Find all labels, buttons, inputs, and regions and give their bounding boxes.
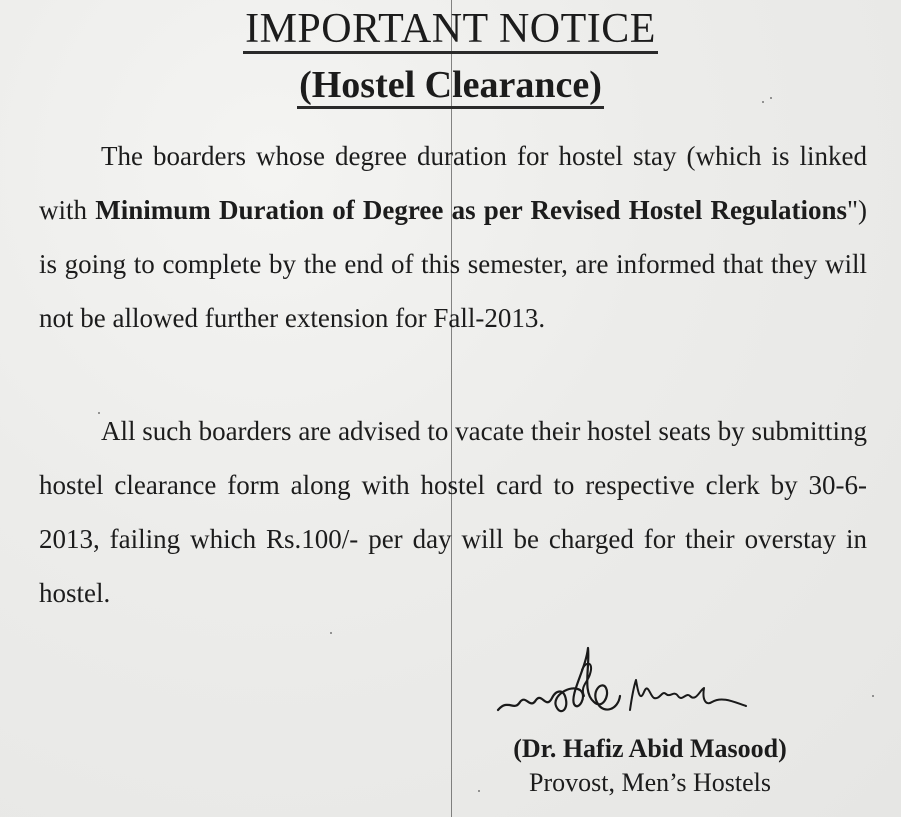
paragraph-1-text-b: ") is going to complete by the end of this semester, are informed that they will not be allowed further extension for Fall-2013. xyxy=(39,195,867,333)
notice-subtitle: (Hostel Clearance) xyxy=(0,60,901,110)
signatory-name: (Dr. Hafiz Abid Masood) xyxy=(513,734,787,763)
paper-speck xyxy=(330,632,332,634)
handwritten-signature xyxy=(490,640,770,725)
paper-speck xyxy=(872,695,874,697)
notice-paragraph-1 xyxy=(39,129,867,345)
paragraph-1-bold-text: Minimum Duration of Degree as per Revised Hostel Regulations xyxy=(95,195,847,225)
paragraph-1-text-a: The boarders whose degree duration for hostel stay (which is linked with xyxy=(39,141,867,225)
notice-title: IMPORTANT NOTICE xyxy=(245,6,656,52)
notice-paragraph-2: All such boarders are advised to vacate their hostel seats by submitting hostel clearance form along with hostel card to respective clerk by 30-6-2013, failing which Rs.100/- per day will be charged for their overstay in hostel. xyxy=(39,416,867,608)
signatory-title: Provost, Men’s Hostels xyxy=(529,768,771,797)
